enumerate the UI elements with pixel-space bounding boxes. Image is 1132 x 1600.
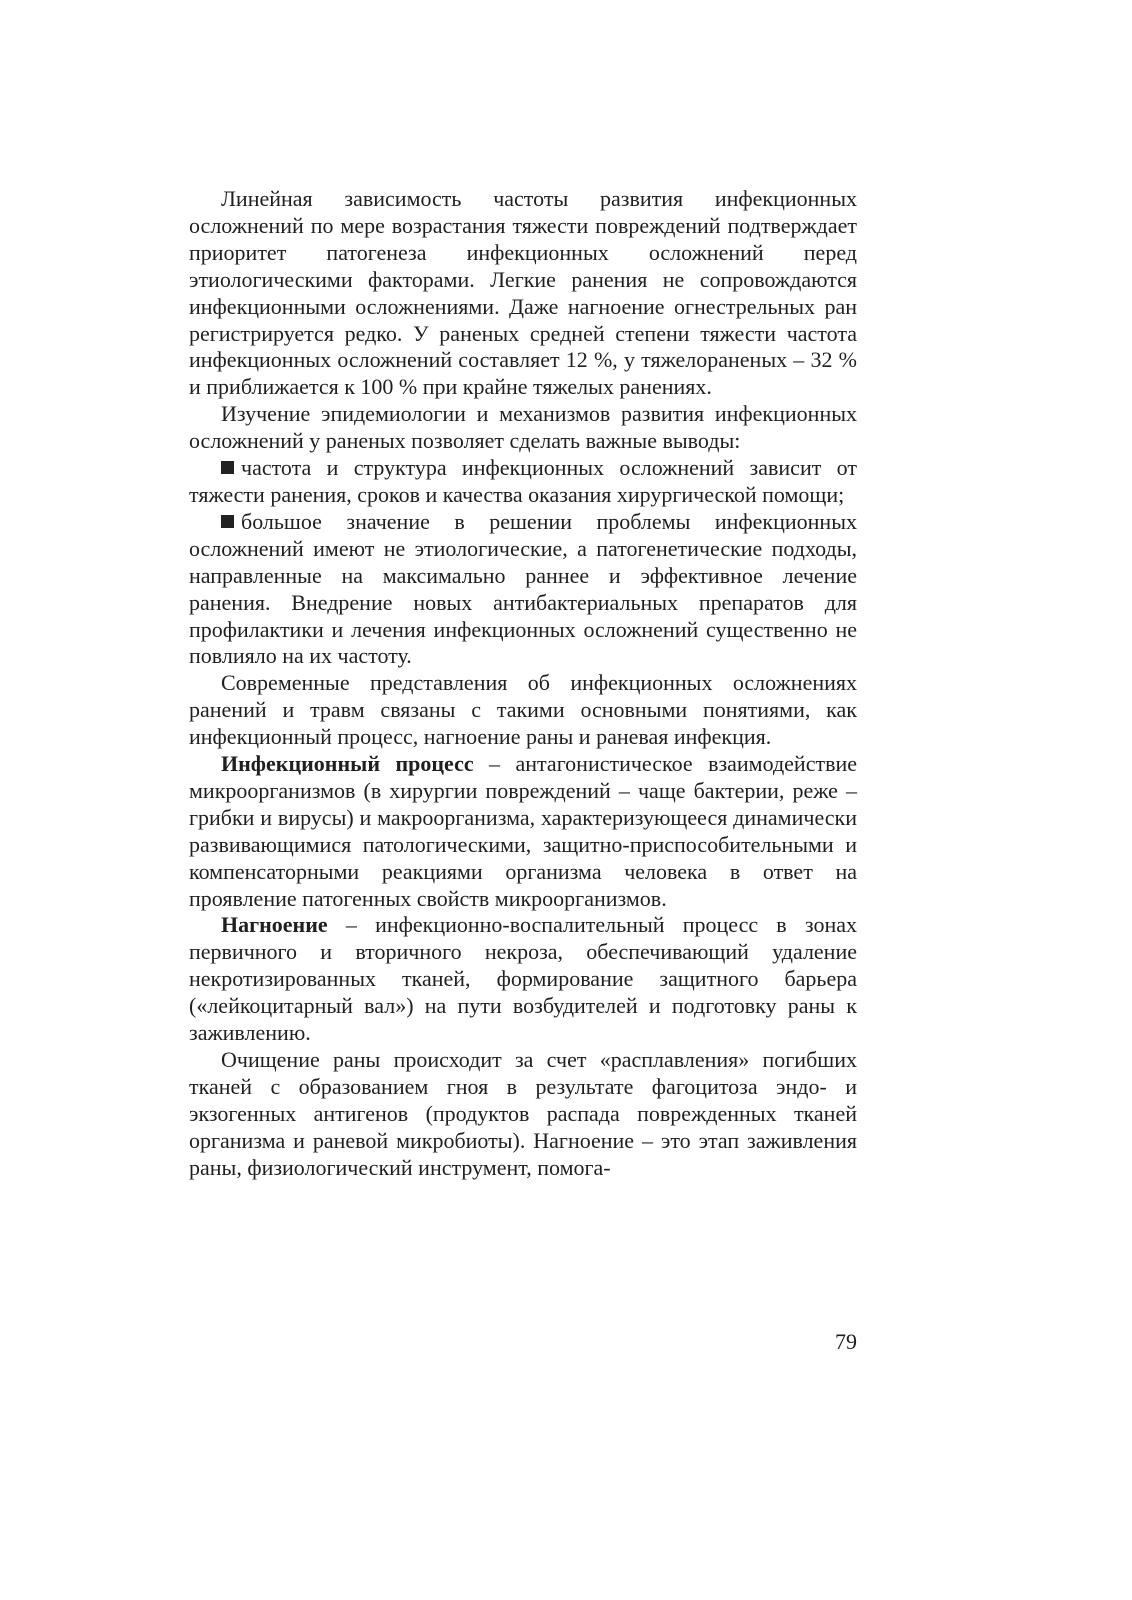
definition-term: Инфекционный процесс xyxy=(221,751,474,777)
list-item-text: частота и структура инфекционных осложнений зависит от тяжести ранения, сроков и качества оказания хирургической помощи; xyxy=(189,455,857,507)
page-body xyxy=(189,186,857,1182)
square-bullet-icon xyxy=(221,515,234,528)
paragraph-concepts: Современные представления об инфекционных осложнениях ранений и травм связаны с такими основными понятиями, как инфекционный процесс, нагноение раны и раневая инфекция. xyxy=(189,670,857,750)
definition-term: Нагноение xyxy=(221,912,328,938)
paragraph-linear-dependence: Линейная зависимость частоты развития инфекционных осложнений по мере возрастания тяжести повреждений подтверждает приоритет патогенеза инфекционных осложнений перед этиологическими факторами. Легкие ранения не сопровождаются инфекционными осложнениями. Даже нагноение огнестрельных ран регистрируется редко. У раненых средней степени тяжести частота инфекционных осложнений составляет 12 %, у тяжелораненых – 32 % и приближается к 100 % при крайне тяжелых ранениях. xyxy=(189,186,857,400)
list-item xyxy=(189,509,857,670)
paragraph-wound-cleansing: Очищение раны происходит за счет «расплавления» погибших тканей с образованием гноя в результате фагоцитоза эндо- и экзогенных антигенов (продуктов распада поврежденных тканей организма и раневой микробиоты). Нагноение – это этап заживления раны, физиологический инструмент, помога- xyxy=(189,1047,857,1180)
square-bullet-icon xyxy=(221,461,234,474)
list-item-text: большое значение в решении проблемы инфекционных осложнений имеют не этиологические, а патогенетические подходы, направленные на максимально раннее и эффективное лечение ранения. Внедрение новых антибактериальных препаратов для профилактики и лечения инфекционных осложнений существенно не повлияло на их частоту. xyxy=(189,508,857,669)
definition-text: – антагонистическое взаимодействие микроорганизмов (в хирургии повреждений – чаще бактерии, реже – грибки и вирусы) и макроорганизма, характеризующееся динамически развивающимися патологическими, защитно-приспособительными и компенсаторными реакциями организма человека в ответ на проявление патогенных свойств микроорганизмов. xyxy=(189,751,858,911)
definition-suppuration xyxy=(189,912,857,1047)
definition-text: – инфекционно-воспалительный процесс в зонах первичного и вторичного некроза, обеспечивающий удаление некротизированных тканей, формирование защитного барьера («лейкоцитарный вал») на пути возбудителей и подготовку раны к заживлению. xyxy=(189,912,857,1046)
page-number: 79 xyxy=(835,1329,857,1354)
paragraph-epidemiology: Изучение эпидемиологии и механизмов развития инфекционных осложнений у раненых позволяет сделать важные выводы: xyxy=(189,401,857,454)
list-item xyxy=(189,455,857,509)
definition-infectious-process xyxy=(189,751,857,912)
